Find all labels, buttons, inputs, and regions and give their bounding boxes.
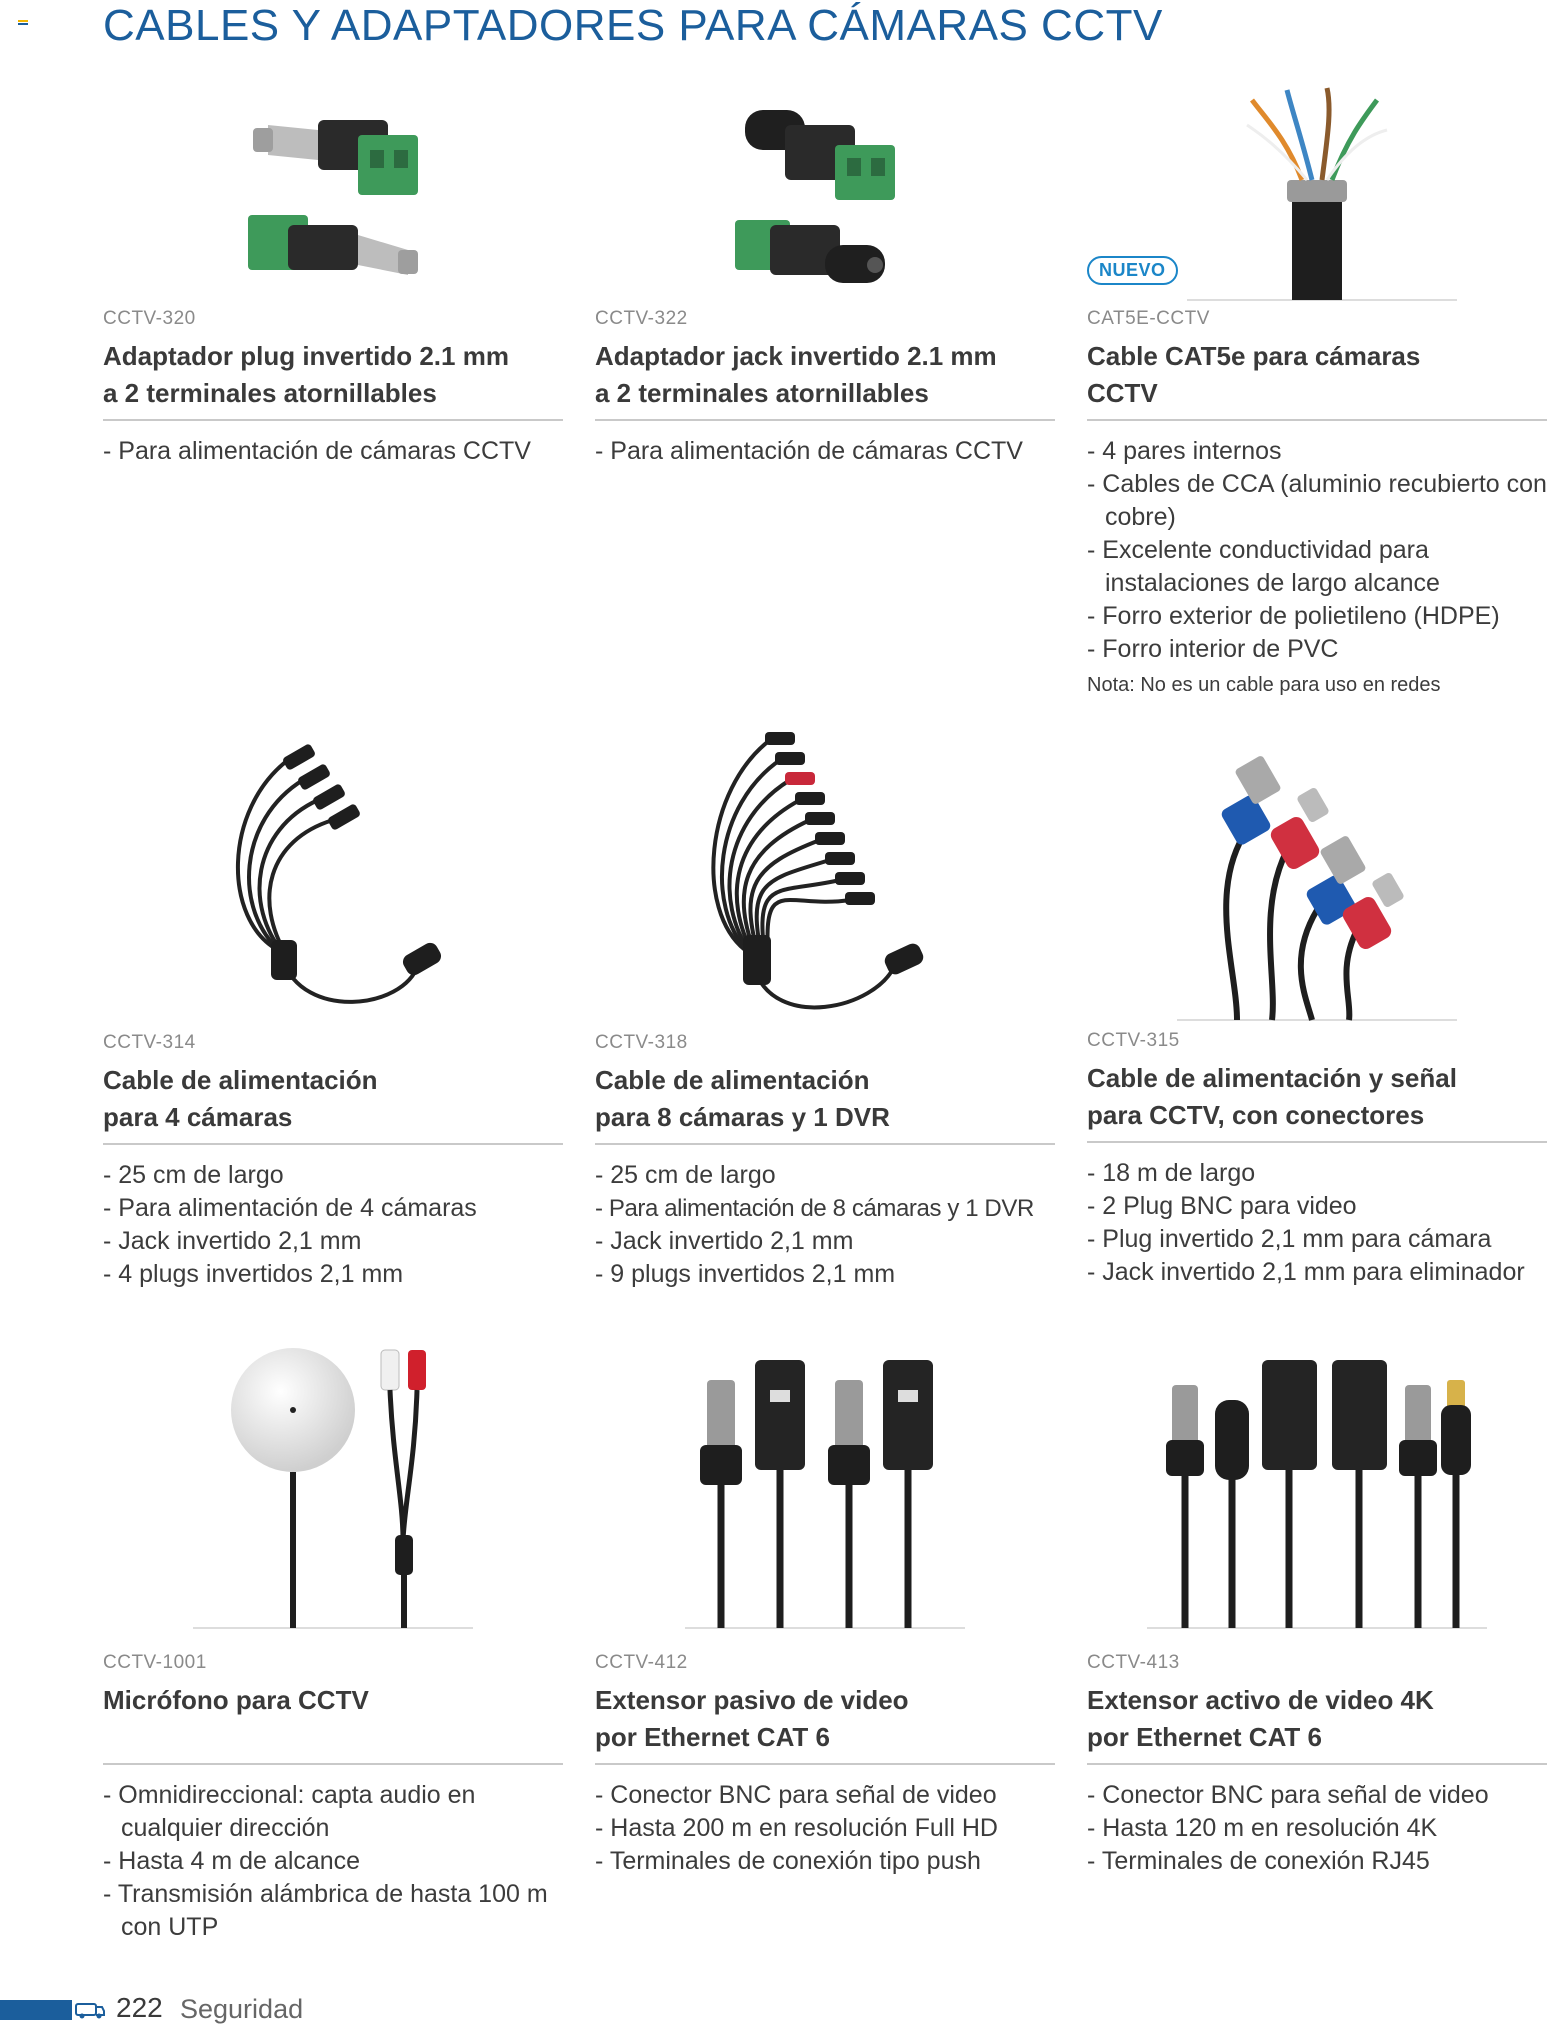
security-vehicle-icon	[75, 1998, 105, 2025]
product-code: CCTV-320	[103, 308, 196, 329]
product-name: Extensor pasivo de video por Ethernet CAT 6	[595, 1682, 1055, 1765]
microphone-icon	[103, 1340, 563, 1600]
product-code: CCTV-318	[595, 1032, 688, 1053]
product-name: Cable CAT5e para cámaras CCTV	[1087, 338, 1547, 421]
feature-item: - Excelente conductividad para instalaciones de largo alcance	[1087, 534, 1547, 600]
product-name: Adaptador plug invertido 2.1 mm a 2 terminales atornillables	[103, 338, 563, 421]
product-name: Micrófono para CCTV	[103, 1682, 563, 1765]
feature-item: - 25 cm de largo	[103, 1159, 563, 1192]
feature-item: - Conector BNC para señal de video	[1087, 1779, 1547, 1812]
feature-list	[595, 1159, 1055, 1291]
feature-item: - Forro exterior de polietileno (HDPE)	[1087, 600, 1547, 633]
product-code: CCTV-322	[595, 308, 688, 329]
feature-item: - Jack invertido 2,1 mm	[595, 1225, 1055, 1258]
power-splitter-9-icon	[595, 710, 1055, 970]
product-code: CCTV-1001	[103, 1652, 207, 1673]
active-balun-icon	[1087, 1350, 1547, 1610]
feature-item: - Hasta 120 m en resolución 4K	[1087, 1812, 1547, 1845]
feature-list	[595, 435, 1055, 468]
feature-item: - Para alimentación de cámaras CCTV	[103, 435, 563, 468]
product-code: CCTV-315	[1087, 1030, 1180, 1051]
feature-item: - Plug invertido 2,1 mm para cámara	[1087, 1223, 1547, 1256]
feature-item: - 9 plugs invertidos 2,1 mm	[595, 1258, 1055, 1291]
feature-item: - Conector BNC para señal de video	[595, 1779, 1055, 1812]
feature-item: - 2 Plug BNC para video	[1087, 1190, 1547, 1223]
feature-list	[103, 1779, 563, 1944]
feature-list	[1087, 435, 1547, 666]
page-number: 222	[116, 1992, 163, 2023]
feature-item: - Jack invertido 2,1 mm para eliminador	[1087, 1256, 1547, 1289]
product-name: Cable de alimentación para 4 cámaras	[103, 1062, 563, 1145]
feature-item: - Cables de CCA (aluminio recubierto con cobre)	[1087, 468, 1547, 534]
product-code: CCTV-412	[595, 1652, 688, 1673]
feature-item: - Terminales de conexión RJ45	[1087, 1845, 1547, 1878]
new-badge: NUEVO	[1087, 256, 1178, 285]
feature-item: - 4 pares internos	[1087, 435, 1547, 468]
product-name: Adaptador jack invertido 2.1 mm a 2 terminales atornillables	[595, 338, 1055, 421]
product-name: Cable de alimentación para 8 cámaras y 1 DVR	[595, 1062, 1055, 1145]
product-note: Nota: No es un cable para uso en redes	[1087, 674, 1441, 696]
feature-list	[103, 1159, 563, 1291]
bnc-power-cable-icon	[1087, 740, 1547, 1000]
feature-item: - Forro interior de PVC	[1087, 633, 1547, 666]
feature-item: - Omnidireccional: capta audio en cualquier dirección	[103, 1779, 563, 1845]
footer-accent-bar	[0, 2000, 72, 2020]
product-code: CCTV-413	[1087, 1652, 1180, 1673]
power-splitter-4-icon	[103, 720, 563, 980]
feature-item: - Hasta 4 m de alcance	[103, 1845, 563, 1878]
feature-item: - Transmisión alámbrica de hasta 100 m con UTP	[103, 1878, 563, 1944]
passive-balun-icon	[595, 1350, 1055, 1610]
feature-item: - Jack invertido 2,1 mm	[103, 1225, 563, 1258]
feature-item: - 18 m de largo	[1087, 1157, 1547, 1190]
feature-item: - 4 plugs invertidos 2,1 mm	[103, 1258, 563, 1291]
section-name: Seguridad	[180, 1994, 304, 2024]
feature-list	[103, 435, 563, 468]
product-code: CAT5E-CCTV	[1087, 308, 1210, 329]
cat5e-cable-icon	[1087, 80, 1547, 340]
feature-item: - Hasta 200 m en resolución Full HD	[595, 1812, 1055, 1845]
feature-item: - Terminales de conexión tipo push	[595, 1845, 1055, 1878]
feature-item: - 25 cm de largo	[595, 1159, 1055, 1192]
page-footer	[0, 1990, 400, 2026]
feature-list	[1087, 1157, 1547, 1289]
feature-item: - Para alimentación de 4 cámaras	[103, 1192, 563, 1225]
page-title: CABLES Y ADAPTADORES PARA CÁMARAS CCTV	[103, 1, 1163, 50]
product-name: Extensor activo de video 4K por Ethernet CAT 6	[1087, 1682, 1547, 1765]
feature-item: - Para alimentación de 8 cámaras y 1 DVR	[595, 1192, 1055, 1225]
feature-list	[1087, 1779, 1547, 1878]
feature-item: - Para alimentación de cámaras CCTV	[595, 435, 1055, 468]
product-code: CCTV-314	[103, 1032, 196, 1053]
product-name: Cable de alimentación y señal para CCTV, con conectores	[1087, 1060, 1547, 1143]
feature-list	[595, 1779, 1055, 1878]
